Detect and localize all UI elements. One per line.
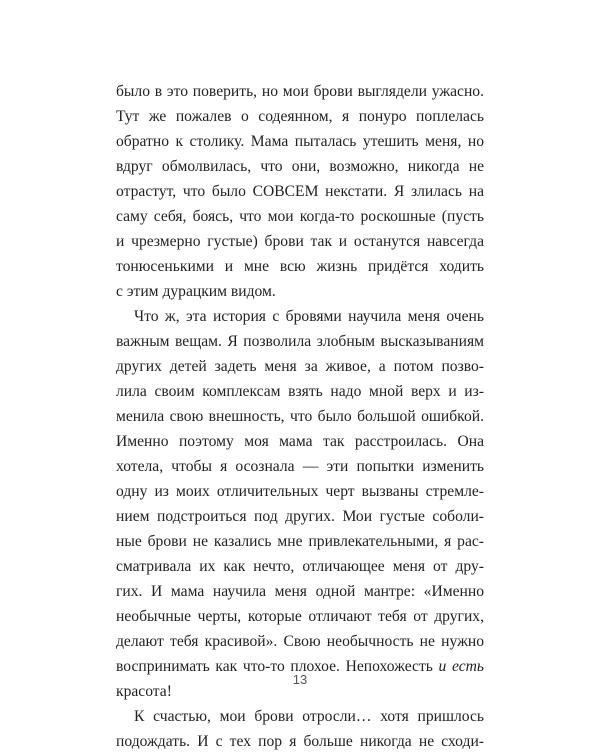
- text-line-content: гих. И мама научила меня одной мантре: «Именно: [116, 583, 484, 600]
- text-line: [116, 229, 484, 254]
- text-line-content: сматривала их как нечто, отличающее меня от дру-: [116, 558, 484, 575]
- text-line-content: отрастут, что было СОВСЕМ некстати. Я злилась на: [116, 183, 484, 200]
- text-line-content: красота!: [116, 683, 172, 700]
- text-line: [116, 179, 484, 204]
- page-number: 13: [292, 672, 308, 687]
- text-line: [116, 729, 484, 754]
- text-line-content: вдруг обмолвилась, что они, возможно, никогда не: [116, 158, 484, 175]
- text-line: [116, 329, 484, 354]
- text-line: [116, 79, 484, 104]
- text-line: [116, 579, 484, 604]
- text-line: [116, 529, 484, 554]
- text-line-content: необычные черты, которые отличают тебя от других,: [116, 608, 484, 625]
- text-line-content: саму себя, боясь, что мои когда-то роскошные (пусть: [116, 208, 484, 225]
- text-line: [116, 104, 484, 129]
- text-line-content: тонюсенькими и мне всю жизнь придётся ходить: [116, 258, 484, 275]
- text-line: [116, 604, 484, 629]
- text-line: [116, 554, 484, 579]
- text-line: [116, 404, 484, 429]
- text-line-content: Именно поэтому моя мама так расстроилась. Она: [116, 433, 484, 450]
- text-line-content: ные брови не казались мне привлекательными, я рас-: [116, 533, 484, 550]
- text-line-content: обратно к столику. Мама пыталась утешить меня, но: [116, 133, 484, 150]
- text-line-content: воспринимать как что-то плохое. Непохожесть: [116, 658, 439, 675]
- text-line-content: хотела, чтобы я осознала — эти попытки изменить: [116, 458, 484, 475]
- text-line-content: и чрезмерно густые) брови так и останутся навсегда: [116, 233, 484, 250]
- text-line: [116, 354, 484, 379]
- text-line: [116, 704, 484, 729]
- text-line: [116, 304, 484, 329]
- text-line-content: было в это поверить, но мои брови выглядели ужасно.: [116, 83, 484, 100]
- text-line-content: одну из моих отличительных черт вызваны стремле-: [116, 483, 484, 500]
- text-line-content: Тут же пожалев о содеянном, я понуро поплелась: [116, 108, 484, 125]
- text-line: [116, 429, 484, 454]
- text-line: [116, 629, 484, 654]
- text-line-content: К счастью, мои брови отросли… хотя пришлось: [134, 708, 484, 725]
- text-line: [116, 454, 484, 479]
- text-line-content: делают тебя красивой». Свою необычность не нужно: [116, 633, 484, 650]
- text-line: [116, 279, 484, 304]
- text-line-content: лила своим комплексам взять надо мной верх и из-: [116, 383, 484, 400]
- text-line-content: менила свою внешность, что было большой ошибкой.: [116, 408, 484, 425]
- text-line: [116, 254, 484, 279]
- text-line-content: с этим дурацким видом.: [116, 283, 276, 300]
- italic-emphasis: и есть: [438, 658, 484, 675]
- text-line: [116, 504, 484, 529]
- text-line-content: подождать. И с тех пор я больше никогда не сходи-: [116, 733, 484, 750]
- body-text: [116, 79, 484, 754]
- text-line: [116, 154, 484, 179]
- text-line: [116, 129, 484, 154]
- text-line-content: других детей задеть меня за живое, а потом позво-: [116, 358, 484, 375]
- text-line: [116, 479, 484, 504]
- text-line-content: важным вещам. Я позволила злобным высказываниям: [116, 333, 484, 350]
- text-line: [116, 204, 484, 229]
- text-line: [116, 379, 484, 404]
- text-line-content: нием подстроиться под других. Мои густые соболи-: [116, 508, 484, 525]
- text-line-content: Что ж, эта история с бровями научила меня очень: [134, 308, 484, 325]
